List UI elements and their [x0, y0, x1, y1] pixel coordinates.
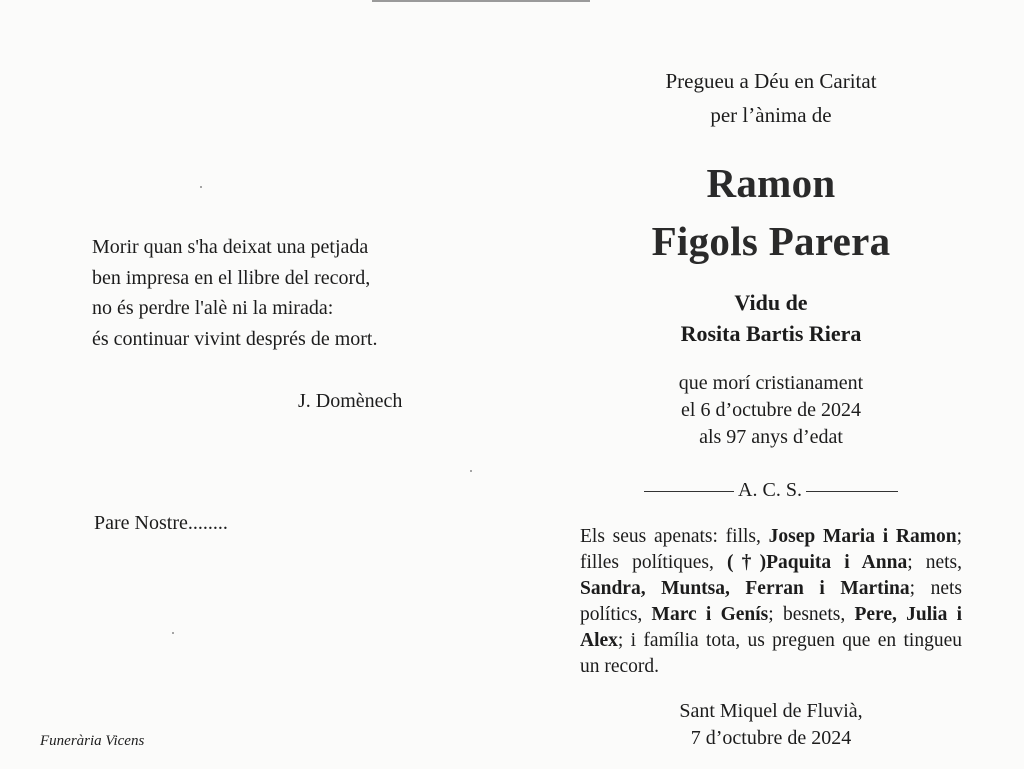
death-details	[580, 370, 962, 451]
poem-line: no és perdre l'alè ni la mirada:	[92, 297, 334, 319]
divider-line-right	[806, 491, 898, 492]
mourners-names: Pere, Julia i Alex	[580, 604, 962, 651]
place: Sant Miquel de Fluvià,	[679, 700, 863, 722]
mourners-names: Josep Maria i Ramon	[768, 526, 957, 547]
widower-label: Vidu de	[734, 290, 808, 315]
memorial-poem	[92, 232, 378, 354]
spouse-name: Rosita Bartis Riera	[680, 321, 862, 346]
funeral-home-name: Funerària Vicens	[40, 733, 145, 749]
date: 7 d’octubre de 2024	[690, 727, 852, 749]
paper-speck	[200, 186, 202, 188]
acs-divider	[580, 476, 962, 504]
prayer-text: Pare Nostre........	[94, 512, 228, 534]
top-edge-rule	[372, 0, 590, 2]
mourners-text: ; nets polítics,	[580, 578, 962, 625]
intro-line: per l’ànima de	[710, 103, 832, 127]
mourners-paragraph	[580, 524, 962, 680]
mourners-text: ; filles polítiques,	[580, 526, 962, 573]
mourners-text: ; nets,	[907, 552, 962, 573]
mourners-text: Els seus apenats: fills,	[580, 526, 769, 547]
paper-speck	[172, 632, 174, 634]
deceased-surnames: Figols Parera	[651, 218, 891, 264]
mourners-names: Marc i Genís	[651, 604, 769, 625]
poem-author: J. Domènech	[298, 390, 403, 412]
mourners-text: ; i família tota, us preguen que en tingueu un record.	[580, 630, 962, 677]
mourners-names: Sandra, Muntsa, Ferran i Martina	[580, 578, 910, 599]
widower-of	[580, 287, 962, 349]
intro-line: Pregueu a Déu en Caritat	[665, 69, 877, 93]
acs-text: A. C. S.	[738, 479, 802, 501]
place-and-date	[580, 698, 962, 752]
intro-text	[580, 64, 962, 132]
deceased-first-name: Ramon	[706, 160, 836, 206]
mourners-names: (†)Paquita i Anna	[726, 552, 908, 573]
deceased-name	[580, 154, 962, 270]
paper-speck	[470, 470, 472, 472]
divider-line-left	[644, 491, 734, 492]
death-date: el 6 d’octubre de 2024	[681, 399, 861, 421]
poem-line: Morir quan s'ha deixat una petjada	[92, 236, 369, 258]
poem-line: ben impresa en el llibre del record,	[92, 266, 371, 289]
age-at-death: als 97 anys d’edat	[699, 426, 843, 448]
mourners-text: ; besnets,	[768, 604, 855, 625]
death-line: que morí cristianament	[678, 372, 864, 394]
poem-line: és continuar vivint després de mort.	[92, 327, 378, 350]
